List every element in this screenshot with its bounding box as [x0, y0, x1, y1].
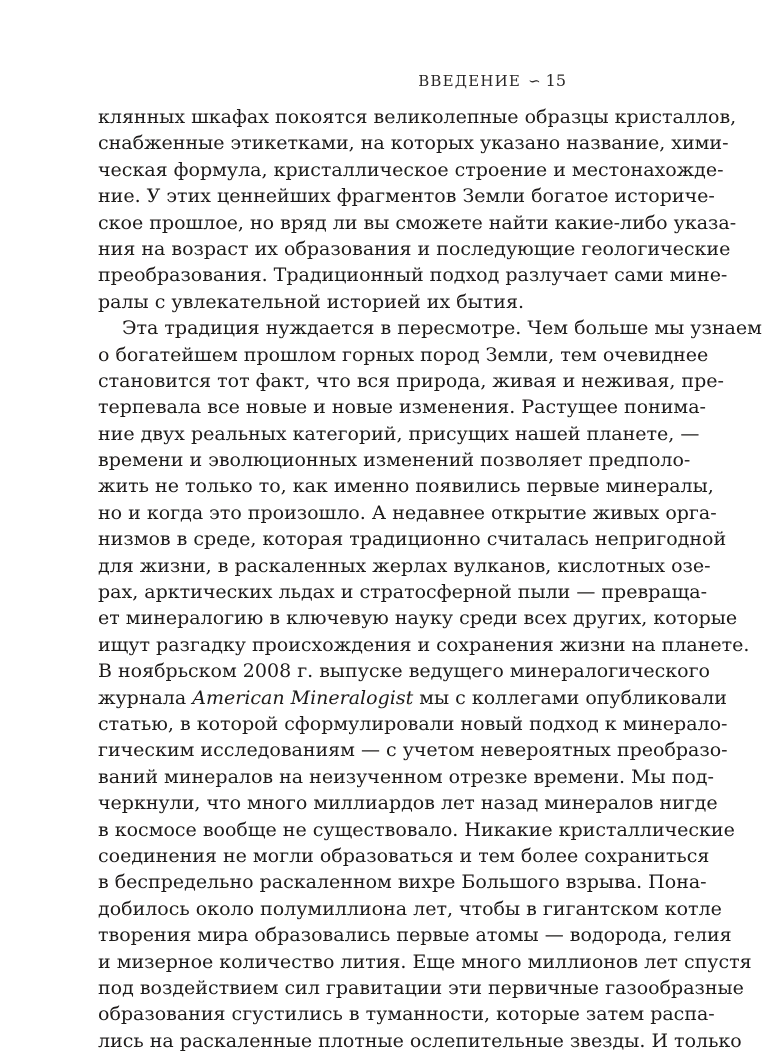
text-line: образования сгустились в туманности, которые затем распа-: [98, 1003, 715, 1026]
text-line: в беспредельно раскаленном вихре Большого взрыва. Пона-: [98, 871, 707, 894]
text-line: ищут разгадку происхождения и сохранения жизни на планете.: [98, 633, 750, 656]
text-line: лись на раскаленные плотные ослепительные звезды. И только: [98, 1029, 742, 1052]
text-line: статью, в которой сформулировали новый подход к минерало-: [98, 712, 728, 735]
text-line: ние двух реальных категорий, присущих нашей планете, —: [98, 422, 700, 445]
text-line: ние. У этих ценнейших фрагментов Земли богатое историче-: [98, 185, 715, 208]
text-segment: журнала: [98, 686, 193, 709]
text-line: преобразования. Традиционный подход разлучает сами мине-: [98, 264, 728, 287]
text-line: снабженные этикетками, на которых указано название, хими-: [98, 132, 729, 155]
text-line: клянных шкафах покоятся великолепные образцы кристаллов,: [98, 106, 737, 128]
text-line: творения мира образовались первые атомы — водорода, гелия: [98, 924, 732, 947]
text-line: [98, 685, 727, 711]
text-line: жить не только то, как именно появились первые минералы,: [98, 475, 714, 498]
text-line: о богатейшем прошлом горных пород Земли, тем очевиднее: [98, 343, 709, 366]
text-line: Эта традиция нуждается в пересмотре. Чем больше мы узнаем: [122, 317, 762, 340]
text-line: гическим исследованиям — с учетом невероятных преобразо-: [98, 739, 728, 762]
running-head: [418, 71, 566, 91]
text-line: ет минералогию в ключевую науку среди всех других, которые: [98, 607, 738, 630]
page-number: 15: [545, 71, 566, 90]
text-line: ское прошлое, но вряд ли вы сможете найти какие-либо указа-: [98, 211, 737, 234]
text-line: и мизерное количество лития. Еще много миллионов лет спустя: [98, 950, 752, 973]
text-line: терпевала все новые и новые изменения. Растущее понима-: [98, 396, 706, 419]
text-line: времени и эволюционных изменений позволяет предполо-: [98, 449, 691, 472]
text-line: ческая формула, кристаллическое строение и местонахожде-: [98, 158, 724, 181]
ornament-icon: ∽: [528, 72, 541, 90]
journal-title: American Mineralogist: [192, 686, 414, 709]
section-title: ВВЕДЕНИЕ: [418, 72, 522, 90]
text-line: ралы с увлекательной историей их бытия.: [98, 290, 524, 313]
text-line: В ноябрьском 2008 г. выпуске ведущего минералогического: [98, 660, 710, 683]
text-line: добилось около полумиллиона лет, чтобы в гигантском котле: [98, 897, 722, 920]
text-line: черкнули, что много миллиардов лет назад минералов нигде: [98, 792, 718, 815]
text-line: в космосе вообще не существовало. Никакие кристаллические: [98, 818, 735, 841]
text-line: соединения не могли образоваться и тем более сохраниться: [98, 844, 710, 867]
text-segment: мы с коллегами опубликовали: [413, 686, 727, 709]
text-line: становится тот факт, что вся природа, живая и неживая, пре-: [98, 369, 724, 392]
text-line: для жизни, в раскаленных жерлах вулканов, кислотных озе-: [98, 554, 711, 577]
text-line: под воздействием сил гравитации эти первичные газообразные: [98, 976, 744, 999]
text-line: ния на возраст их образования и последующие геологические: [98, 237, 731, 260]
text-line: но и когда это произошло. А недавнее открытие живых орга-: [98, 501, 717, 524]
body-text: [98, 104, 762, 1054]
text-line: ваний минералов на неизученном отрезке времени. Мы под-: [98, 765, 714, 788]
text-line: низмов в среде, которая традиционно считалась непригодной: [98, 528, 727, 551]
text-line: рах, арктических льдах и стратосферной пыли — превраща-: [98, 581, 708, 604]
